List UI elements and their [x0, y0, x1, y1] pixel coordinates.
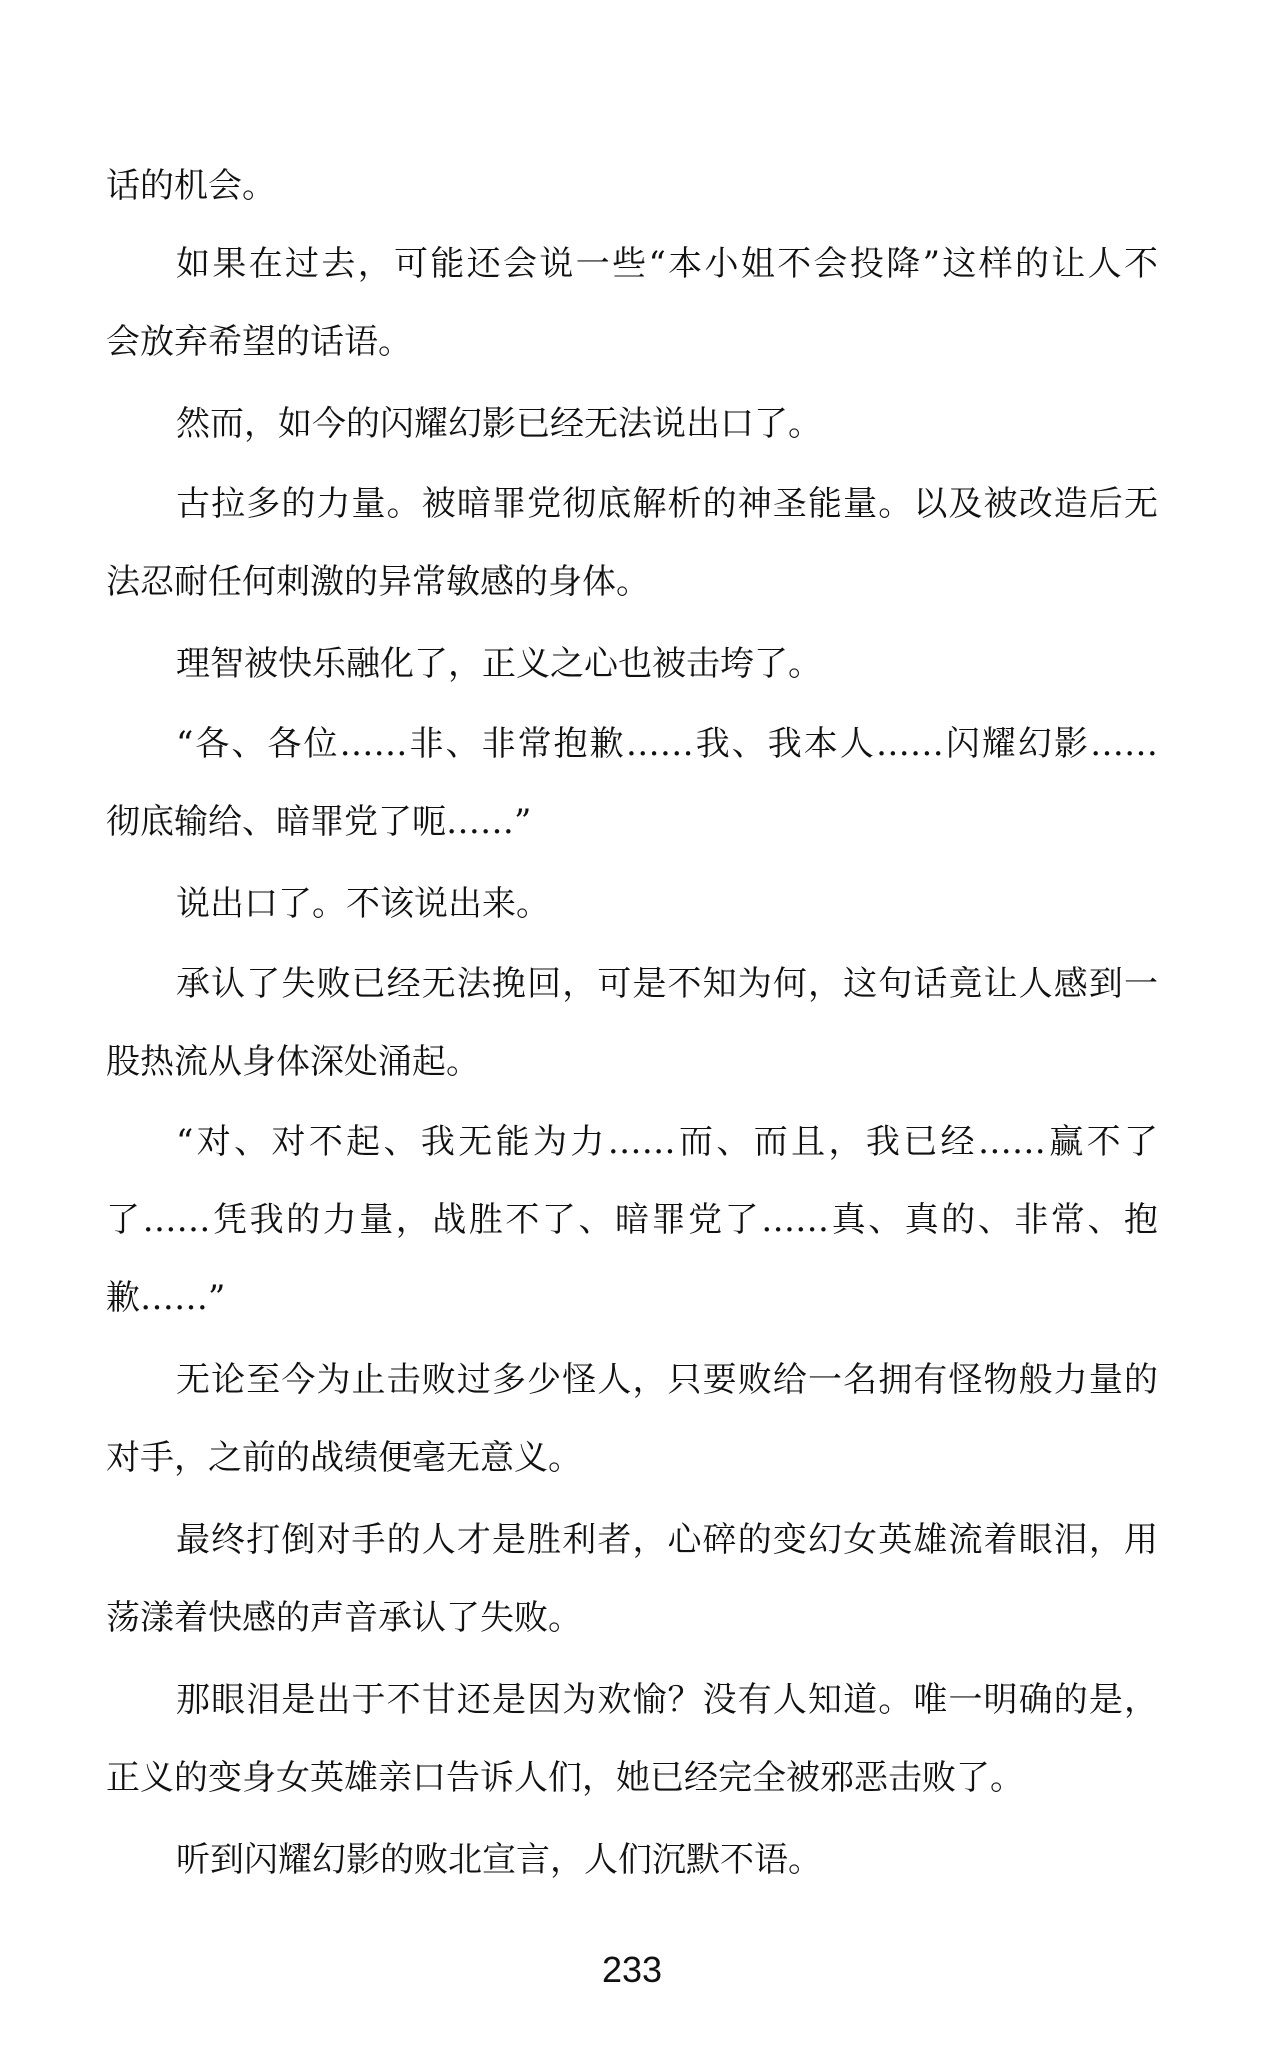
text-line: 了……凭我的力量，战胜不了、暗罪党了……真、真的、非常、抱: [106, 1200, 1158, 1240]
text-line: “对、对不起、我无能为力……而、而且，我已经……赢不了: [176, 1122, 1158, 1162]
text-line: 那眼泪是出于不甘还是因为欢愉？没有人知道。唯一明确的是，: [176, 1680, 1158, 1720]
text-line: 说出口了。不该说出来。: [176, 884, 550, 924]
text-line: 听到闪耀幻影的败北宣言，人们沉默不语。: [176, 1840, 822, 1880]
text-line: 股热流从身体深处涌起。: [106, 1042, 480, 1082]
text-line: 荡漾着快感的声音承认了失败。: [106, 1598, 582, 1638]
text-line: 如果在过去，可能还会说一些“本小姐不会投降”这样的让人不: [176, 244, 1158, 284]
text-line: 无论至今为止击败过多少怪人，只要败给一名拥有怪物般力量的: [176, 1360, 1158, 1400]
text-line: 然而，如今的闪耀幻影已经无法说出口了。: [176, 404, 822, 444]
text-line: 彻底输给、暗罪党了呃……”: [106, 802, 532, 842]
text-line: 会放弃希望的话语。: [106, 322, 412, 362]
page-number: 233: [601, 1949, 663, 1990]
text-line: 歉……”: [106, 1278, 226, 1318]
text-line: 对手，之前的战绩便毫无意义。: [106, 1438, 582, 1478]
text-line: “各、各位……非、非常抱歉……我、我本人……闪耀幻影……: [176, 724, 1158, 764]
text-line: 古拉多的力量。被暗罪党彻底解析的神圣能量。以及被改造后无: [176, 484, 1158, 524]
text-line: 承认了失败已经无法挽回，可是不知为何，这句话竟让人感到一: [176, 964, 1158, 1004]
text-line: 理智被快乐融化了，正义之心也被击垮了。: [176, 644, 822, 684]
text-line: 法忍耐任何刺激的异常敏感的身体。: [106, 562, 650, 602]
text-line: 话的机会。: [106, 166, 276, 206]
text-line: 最终打倒对手的人才是胜利者，心碎的变幻女英雄流着眼泪，用: [176, 1520, 1158, 1560]
text-line: 正义的变身女英雄亲口告诉人们，她已经完全被邪恶击败了。: [106, 1758, 1024, 1798]
